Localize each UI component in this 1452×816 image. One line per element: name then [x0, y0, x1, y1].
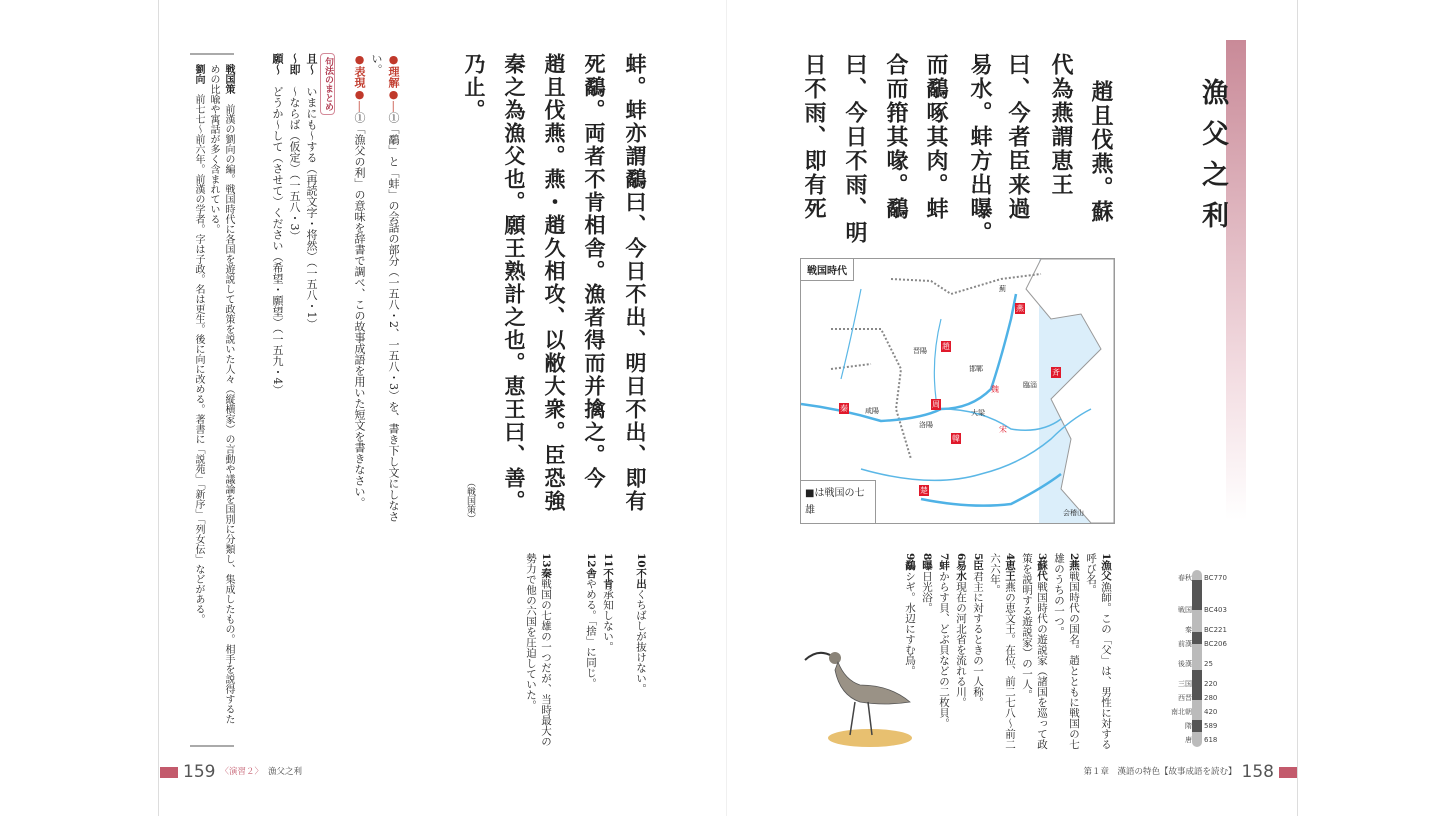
- page-number-right: 158: [1241, 762, 1274, 782]
- map-state: 宋: [999, 425, 1007, 434]
- page-tab-left: [160, 767, 178, 778]
- map-place: 会稽山: [1063, 509, 1084, 517]
- text-column: 秦之為漁父也。願王熟計之也。恵王曰、善。: [502, 53, 527, 513]
- bio-item: 戦国策 前漢の劉向の編。戦国時代に各国を遊説して政策を説いた人々（縦横家）の言動や議論を国別に分類し、集成したもの。相手を説得するための比喩や寓話が多く含まれている。: [208, 64, 234, 724]
- footer-right: [1084, 762, 1297, 782]
- grammar-summary: [320, 53, 337, 533]
- note: 12舎やめる。「捨」に同じ。: [585, 553, 597, 689]
- text-column: 死鷸。両者不肯相舎。漁者得而并擒之。今: [582, 53, 607, 490]
- map-state: 燕: [1016, 304, 1024, 313]
- exercise-expression: ●表現●―①「漁父の利」の意味を辞書で調べ、この故事成語を用いた短文を書きなさい。: [353, 53, 366, 508]
- text-column: 代為燕謂恵王: [1048, 53, 1074, 197]
- source-citation: （戦国策）: [465, 478, 475, 523]
- notes-right: [905, 553, 1113, 753]
- exercises: [242, 53, 402, 533]
- bio-item: 劉向 前七七〜前六年。前漢の学者。字は子政。名は更生。後に向に改める。著書に「説苑」「新序」「列女伝」などがある。: [193, 64, 204, 624]
- note: 9鷸シギ。水辺にすむ鳥。: [904, 553, 916, 676]
- lesson-title-footer: 漁父之利: [267, 767, 302, 777]
- map-state: 周: [932, 400, 940, 409]
- note: 8曝日光浴。: [921, 553, 933, 613]
- footer-left: [160, 762, 302, 782]
- text-column: 趙且伐燕。燕・趙久相攻、以敝大衆。臣恐強: [542, 53, 567, 513]
- map-state: 斉: [1052, 368, 1060, 377]
- exercise-understanding: ●理解●―①「鷸」と「蚌」の会話の部分（一五八・2、一五八・3）を、書き下し文にしなさい。: [370, 53, 400, 522]
- chapter-footer: 第１章 漢語の特色【故事成語を読む】: [1083, 767, 1237, 777]
- note: 11不肯承知しない。: [602, 553, 614, 652]
- note: 7蚌からす貝、どぶ貝などの二枚貝。: [938, 553, 950, 729]
- grammar-heading: 句法のまとめ: [320, 53, 335, 115]
- map-place: 大梁: [971, 409, 985, 417]
- text-column: 曰、今日不雨、明: [842, 53, 868, 245]
- divider: [190, 53, 234, 55]
- timeline-bar: [1192, 570, 1202, 747]
- grammar-item: 願〜 どうか〜して（させて）ください（希望・願望）（一五九・4）: [271, 53, 284, 396]
- map-place: 晋陽: [913, 347, 927, 355]
- page-title: 漁父之利: [1197, 78, 1228, 242]
- text-column: 易水。蚌方出曝。: [967, 53, 993, 245]
- book-spine: [726, 0, 727, 816]
- note: 1漁父漁師。この「父」は、男性に対する呼び名。: [1085, 553, 1112, 750]
- map-place: 臨淄: [1023, 381, 1037, 389]
- map-title: 戦国時代: [801, 259, 854, 281]
- map-state: 秦: [840, 404, 848, 413]
- page-edge-right: [1297, 0, 1298, 816]
- map-place: 薊: [999, 285, 1006, 293]
- page-number-left: 159: [183, 762, 216, 782]
- series-label: 〈演習２〉: [220, 767, 263, 777]
- text-column: 日不雨、即有死: [801, 53, 827, 221]
- text-column: 蚌。蚌亦謂鷸曰、今日不出、明日不出、即有: [623, 53, 648, 513]
- text-column: 曰、今者臣来過: [1005, 53, 1031, 221]
- page-edge-left: [158, 0, 159, 816]
- note: 10不出くちばしが抜けない。: [635, 553, 647, 694]
- text-column: 乃止。: [462, 53, 487, 122]
- note: 4恵王燕の恵文王。在位、前二七八〜前二六六年。: [989, 553, 1016, 750]
- map-state: 趙: [942, 342, 950, 351]
- map-state: 楚: [920, 486, 928, 495]
- grammar-item: 〜即 〜ならば（仮定）（一五八・3）: [288, 53, 301, 242]
- bibliography: [162, 64, 236, 724]
- divider: [190, 745, 234, 747]
- page-tab-right: [1279, 767, 1297, 778]
- notes-left: [500, 553, 648, 753]
- grammar-item: 且〜 いまにも〜する（再読文字・将然）（一五八・1）: [305, 53, 318, 330]
- note: 5臣君主に対するときの一人称。: [972, 553, 984, 708]
- note: 3蘇代戦国時代の遊説家（諸国を巡って政策を説明する遊説家）の一人。: [1021, 553, 1048, 750]
- text-column: 而鷸啄其肉。蚌: [923, 53, 949, 221]
- text-column: 合而箝其喙。鷸: [883, 53, 909, 221]
- map-place: 邯鄲: [969, 365, 983, 373]
- map-place: 洛陽: [919, 421, 933, 429]
- text-column: 趙且伐燕。蘇: [1088, 80, 1114, 224]
- note: 13秦戦国の七雄の一つだが、当時最大の勢力で他の六国を圧迫していた。: [525, 553, 552, 747]
- map-legend: ■は戦国の七雄: [801, 480, 876, 523]
- map-state: 魏: [991, 385, 999, 394]
- note: 2燕戦国時代の国名。趙とともに戦国の七雄のうちの一つ。: [1053, 553, 1080, 750]
- map-place: 咸陽: [865, 407, 879, 415]
- map-state: 韓: [952, 434, 960, 443]
- warring-states-map: [800, 258, 1115, 524]
- note: 6易水現在の河北省を流れる川。: [955, 553, 967, 708]
- curlew-bird-illustration: [800, 640, 915, 750]
